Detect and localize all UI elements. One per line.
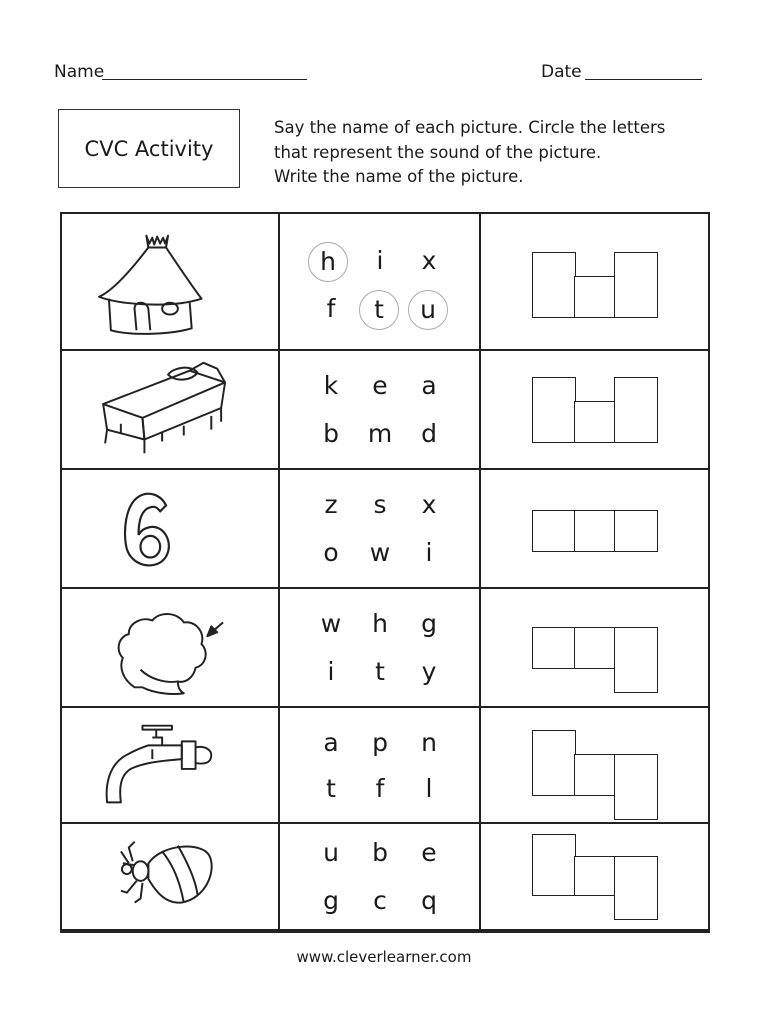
letter-choice[interactable]: x xyxy=(421,490,437,519)
wig-picture xyxy=(62,589,278,706)
answer-box[interactable] xyxy=(532,510,576,552)
letter-choice[interactable]: q xyxy=(421,886,437,915)
answer-boxes xyxy=(482,470,712,587)
letter-choice[interactable]: e xyxy=(372,371,388,400)
letter-choice[interactable]: i xyxy=(376,246,384,275)
instruction-line: Write the name of the picture. xyxy=(274,167,524,186)
bed-icon xyxy=(62,351,278,468)
activity-row xyxy=(62,589,708,708)
letter-choice[interactable]: i xyxy=(327,657,335,686)
answer-boxes xyxy=(482,351,712,468)
letter-choice[interactable]: t xyxy=(375,657,385,686)
activity-row xyxy=(62,214,708,351)
letter-choice[interactable]: x xyxy=(421,246,437,275)
answer-boxes xyxy=(482,708,712,822)
tap-icon xyxy=(62,708,278,822)
letter-choice[interactable]: t xyxy=(359,290,399,330)
letter-choice[interactable]: d xyxy=(421,419,437,448)
activity-row xyxy=(62,470,708,589)
letter-choice[interactable]: t xyxy=(326,774,336,803)
bug-picture xyxy=(62,824,278,929)
letter-choices xyxy=(280,708,480,822)
activity-grid xyxy=(60,212,710,933)
answer-box[interactable] xyxy=(574,856,616,896)
letter-choice[interactable]: u xyxy=(323,838,339,867)
letter-choice[interactable]: e xyxy=(421,838,437,867)
answer-box[interactable] xyxy=(614,377,658,443)
letter-choice[interactable]: w xyxy=(320,609,342,638)
letter-choice[interactable]: g xyxy=(421,609,437,638)
answer-box[interactable] xyxy=(532,834,576,896)
column-divider xyxy=(479,214,481,931)
letter-choice[interactable]: b xyxy=(323,419,339,448)
letter-choices xyxy=(280,824,480,929)
answer-box[interactable] xyxy=(614,754,658,820)
letter-choice[interactable]: o xyxy=(323,538,339,567)
instruction-line: Say the name of each picture. Circle the letters xyxy=(274,118,666,137)
answer-box[interactable] xyxy=(532,377,576,443)
answer-boxes xyxy=(482,589,712,706)
footer-url: www.cleverlearner.com xyxy=(296,948,472,966)
letter-choices xyxy=(280,351,480,468)
answer-box[interactable] xyxy=(574,276,616,318)
letter-choice[interactable]: f xyxy=(375,774,385,803)
letter-choice[interactable]: c xyxy=(373,886,387,915)
letter-choice[interactable]: s xyxy=(373,490,387,519)
letter-choices xyxy=(280,470,480,587)
instructions xyxy=(274,116,665,190)
bed-picture xyxy=(62,351,278,468)
letter-choice[interactable]: h xyxy=(372,609,388,638)
hut-icon xyxy=(62,214,278,349)
letter-choice[interactable]: z xyxy=(324,490,338,519)
name-write-line[interactable] xyxy=(102,79,307,80)
date-write-line[interactable] xyxy=(585,79,702,80)
answer-box[interactable] xyxy=(574,401,616,443)
letter-choice[interactable]: f xyxy=(326,294,336,323)
letter-choice[interactable]: a xyxy=(323,728,339,757)
page-title: CVC Activity xyxy=(84,136,214,161)
answer-box[interactable] xyxy=(574,754,616,796)
wig-icon xyxy=(62,589,278,706)
letter-choice[interactable]: b xyxy=(372,838,388,867)
activity-row xyxy=(62,824,708,931)
answer-box[interactable] xyxy=(532,252,576,318)
answer-boxes xyxy=(482,214,712,349)
name-label: Name xyxy=(54,62,105,82)
answer-box[interactable] xyxy=(614,856,658,920)
activity-row xyxy=(62,708,708,824)
six-picture xyxy=(62,470,278,587)
letter-choice[interactable]: w xyxy=(369,538,391,567)
letter-choice[interactable]: m xyxy=(367,419,393,448)
six-icon xyxy=(62,470,278,587)
answer-box[interactable] xyxy=(574,627,616,669)
letter-choice[interactable]: u xyxy=(408,290,448,330)
column-divider xyxy=(278,214,280,931)
date-label: Date xyxy=(541,62,582,82)
letter-choice[interactable]: h xyxy=(308,242,348,282)
answer-box[interactable] xyxy=(614,510,658,552)
tap-picture xyxy=(62,708,278,822)
letter-choice[interactable]: i xyxy=(425,538,433,567)
letter-choices xyxy=(280,589,480,706)
instruction-line: that represent the sound of the picture. xyxy=(274,142,602,162)
answer-box[interactable] xyxy=(614,252,658,318)
letter-choice[interactable]: g xyxy=(323,886,339,915)
answer-boxes xyxy=(482,824,712,929)
activity-row xyxy=(62,351,708,470)
hut-picture xyxy=(62,214,278,349)
title-box xyxy=(58,109,240,188)
answer-box[interactable] xyxy=(614,627,658,693)
letter-choice[interactable]: a xyxy=(421,371,437,400)
bug-icon xyxy=(62,824,278,929)
letter-choices xyxy=(280,214,480,349)
letter-choice[interactable]: p xyxy=(372,728,388,757)
letter-choice[interactable]: k xyxy=(323,371,339,400)
letter-choice[interactable]: l xyxy=(425,774,433,803)
letter-choice[interactable]: n xyxy=(421,728,437,757)
letter-choice[interactable]: y xyxy=(421,657,437,686)
answer-box[interactable] xyxy=(532,730,576,796)
answer-box[interactable] xyxy=(574,510,616,552)
answer-box[interactable] xyxy=(532,627,576,669)
